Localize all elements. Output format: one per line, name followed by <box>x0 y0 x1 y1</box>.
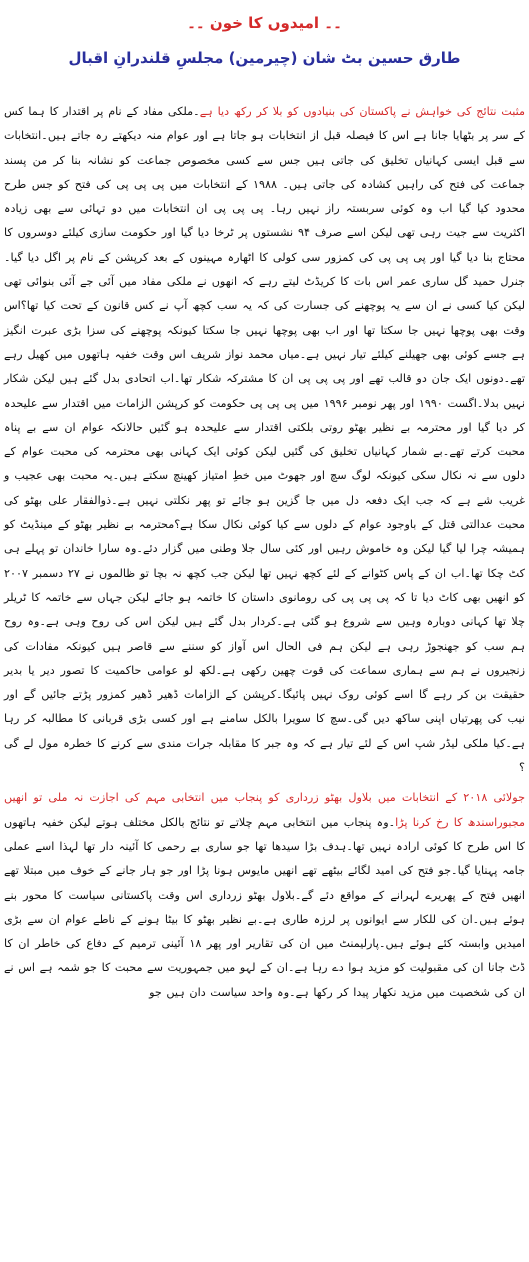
paragraph-1-lead: مثبت نتائج کی خواہش نے پاکستان کی بنیادوں کو بلا کر رکھ دیا ہے <box>199 105 525 118</box>
article-body <box>4 100 525 1005</box>
paragraph-2-lead: جولائی ۲۰۱۸ کے انتخابات میں بلاول بھٹو زرداری کو پنجاب میں انتخابی مہم کی اجازت نہ ملی تو انھیں مجبوراسندھ کا رخ کرنا پڑا <box>4 791 525 829</box>
author-byline: طارق حسین بٹ شان (چیرمین) مجلسِ قلندرانِ اقبال <box>68 49 461 67</box>
article-title: ۔۔ امیدوں کا خون ۔۔ <box>187 14 342 32</box>
paragraph-2 <box>4 786 525 1005</box>
article-header <box>4 4 525 70</box>
article-page <box>4 4 525 1254</box>
paragraph-1-text: ۔ملکی مفاد کے نام پر اقتدار کا ہما کس کے سر پر بٹھایا جانا ہے اس کا فیصلہ قبل از انتخابات ہو جاتا ہے اور عوام منہ دیکھتے رہ جاتے ہیں۔انتخابات سے قبل ایسی کہانیاں تخلیق کی جاتی ہیں جس سے کسی مخصوص جماعت کو نشانہ بنا کر من پسند جماعت کی فتح کی راہیں کشادہ کی جاتی ہیں۔ ۱۹۸۸ کے انتخابات میں پی پی پی کی فتح کو جس طرح محدود کیا گیا اب وہ کوئی سربستہ راز نہیں رہا۔ پی پی پی ان انتخابات میں دو تہائی سے بھی زیادہ اکثریت سے جیت رہی تھی لیکن اسے صرف ۹۴ نشستوں پر ٹرخا دیا گیا اور حکومت سازی کیلئے دوسروں کا محتاج بنا دیا گیا اور پی پی پی کی کمزور سی کولی کا اٹھارہ مہینوں کے بعد کرپشن کے نام پر اگل دیا گیا۔جنرل حمید گل ساری عمر اس بات کا کریڈٹ لیتے رہے کہ انھوں نے ملکی مفاد میں آئی جے آئی بنوائی تھی لیکن کیا کسی نے ان سے یہ پوچھنے کی جسارت کی کہ یہ سب کچھ آپ نے کس قانون کے تحت کیا تھا؟اس وقت بھی پوچھا نہیں جا سکتا تھا اور اب بھی پوچھا نہیں جا سکتا کیونکہ پوچھنے کی سزا بڑی عبرت انگیز ہے جسے کوئی بھی جھیلنے کیلئے تیار نہیں ہے۔میاں محمد نواز شریف اس وقت خفیہ ہاتھوں میں کھیل رہے تھے۔دونوں ایک جان دو قالب تھے اور پی پی پی ان کا مشترکہ شکار تھا۔اب اتحادی بدل گئے ہیں لیکن شکار نہیں بدلا۔اگست ۱۹۹۰ اور پھر نومبر ۱۹۹۶ میں پی پی پی حکومت کو کرپشن الزامات میں اقتدار سے علیحدہ کر دیا گیا اور محترمہ بے نظیر بھٹو روتی بلکتی اقتدار سے علیحدہ ہو گئیں حالانکہ عوام ان سے بے پناہ محبت کرتے تھے۔بے شمار کہانیاں تخلیق کی گئیں لیکن کوئی ایک کہانی بھی محترمہ کی محبت عوام کے دلوں سے نہ نکال سکی کیونکہ لوگ سچ اور جھوٹ میں خطِ امتیاز کھینچ سکتے ہیں۔یہ محبت بھی عجیب و غریب شے ہے کہ جب ایک دفعہ دل میں جا گزین ہو جائے تو پھر نکلتی نہیں ہے۔ذوالفقار علی بھٹو کی محبت عدالتی قتل کے باوجود عوام کے دلوں سے کیا کوئی نکال سکا ہے؟محترمہ بے نظیر بھٹو کے مینڈیٹ کو ہمیشہ چرا لیا گیا لیکن وہ خاموش رہیں اور کئی سال جلا وطنی میں گزار دئے۔وہ سارا خاندان تو پہلے ہی کٹ چکا تھا۔اب ان کے پاس کٹوانے کے لئے کچھ نہیں تھا لیکن جب کچھ نہ بچا تو ظالموں نے ۲۷ دسمبر ۲۰۰۷ کو انھیں بھی کاٹ دیا تا کہ پی پی پی کی رومانوی داستان کا خاتمہ ہو جائے لیکن جہاں سے خاتمہ کا ٹریلر چلا تھا کہانی دوبارہ وہیں سے شروع ہو گئی ہے۔کردار بدل گئے ہیں لیکن اس کی روح وہی ہے۔وہ روح ہم سب کو جھنجوڑ رہی ہے لیکن ہم فی الحال اس آواز کو سننے سے قاصر ہیں کیونکہ مفادات کی زنجیروں نے ہم سے ہماری سماعت کی قوت چھین رکھی ہے۔لکھ لو عوامی حاکمیت کا تصور دیر یا بدیر حقیقت بن کر رہے گا اسے کوئی روک نہیں پائیگا۔کرپشن کے الزامات ڈھیر ڈھیر کمزور پڑتے جائیں گے اور نیب کی پھرتیاں اپنی ساکھ دیں گی۔سچ کا سویرا بالکل سامنے ہے اور کسی بڑی قربانی کا مطالبہ کر رہا ہے۔کیا ملکی لیڈر شپ اس کے لئے تیار ہے کہ وہ جبر کا مقابلہ جرات مندی سے کرنے کا خطرہ مول لے گی ؟ <box>4 105 525 775</box>
paragraph-1 <box>4 100 525 780</box>
paragraph-2-text: ۔وہ پنجاب میں انتخابی مہم چلاتے تو نتائج بالکل مختلف ہوتے لیکن خفیہ ہاتھوں کا اس طرح کا کوئی ارادہ نہیں تھا۔ہدف بڑا سیدھا تھا جو ساری بے رحمی کا آئینہ دار تھا لہذا اسے عملی جامہ پہنایا گیا۔جو فتح کی امید لگائے بیٹھے تھے انھیں مایوس ہونا پڑا اور جو ہار جانے کے خوف میں مبتلا تھے انھیں فتح کے پھریرے لہرانے کے مواقع دئے گے۔بلاول بھٹو زرداری اس وقت پاکستانی سیاست کا محور بنے ہوئے ہیں۔ان کی للکار سے ایوانوں پر لرزہ طاری ہے۔بے نظیر بھٹو کا بیٹا ہونے کے ناطے عوام ان سے بڑی امیدیں وابستہ کئے ہوئے ہیں۔پارلیمنٹ میں ان کی تقاریر اور پھر ۱۸ آئینی ترمیم کے دفاع کی خاطر ان کا ڈٹ جانا ان کی مقبولیت کو مزید ہوا دے رہا ہے۔ان کے لہو میں جمہوریت سے محبت کا جو شمہ ہے اس نے ان کی شخصیت میں مزید نکھار پیدا کر رکھا ہے۔وہ واحد سیاست دان ہیں جو <box>4 815 525 999</box>
